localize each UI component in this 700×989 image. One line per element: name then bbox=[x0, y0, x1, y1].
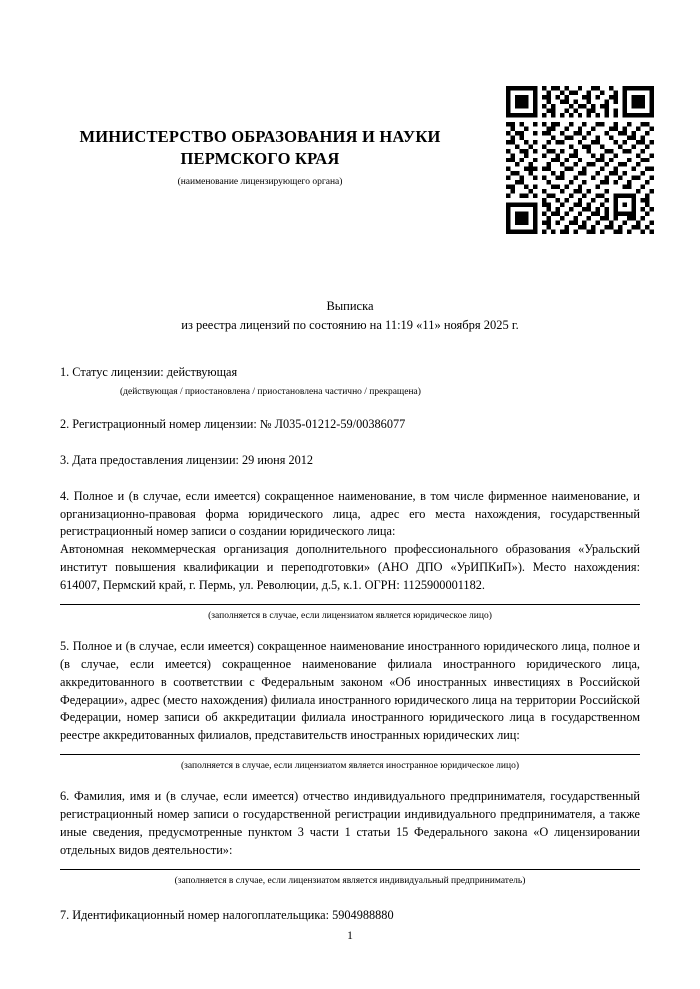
divider-item-4 bbox=[60, 604, 640, 605]
item-2-license-number: 2. Регистрационный номер лицензии: № Л035-01212-59/00386077 bbox=[60, 417, 406, 432]
document-header bbox=[30, 126, 490, 188]
item-1-hint: (действующая / приостановлена / приостановлена частично / прекращена) bbox=[120, 386, 421, 397]
item-5-foreign-entity-label: 5. Полное и (в случае, если имеется) сокращенное наименование иностранного юридического лица, полное и (в случае, если имеется) сокращенное наименование филиала иностранного юридического лица, аккредитованного в соответствии с Федеральным законом «Об иностранных инвестициях в Российской Федерации», адрес (место нахождения) филиала иностранного юридического лица на территории Российской Федерации, номер записи об аккредитации филиала иностранного юридического лица в государственном реестре аккредитованных филиалов, представительств иностранных юридических лиц: bbox=[60, 639, 640, 743]
item-3-license-date: 3. Дата предоставления лицензии: 29 июня 2012 bbox=[60, 453, 314, 467]
registry-status-line: из реестра лицензий по состоянию на 11:19 «11» ноября 2025 г. bbox=[181, 317, 519, 332]
item-6-hint: (заполняется в случае, если лицензиатом является индивидуальный предприниматель) bbox=[174, 875, 526, 886]
item-5-hint: (заполняется в случае, если лицензиатом является иностранное юридическое лицо) bbox=[181, 761, 519, 772]
item-1-license-status: 1. Статус лицензии: действующая bbox=[60, 365, 238, 379]
item-4-legal-entity-label: 4. Полное и (в случае, если имеется) сокращенное наименование, в том числе фирменное наименование, и организационно-правовая форма юридического лица, адрес его места нахождения, государственный регистрационный номер записи о создании юридического лица: bbox=[60, 488, 640, 539]
document-type-label: Выписка bbox=[326, 299, 374, 313]
page-title: МИНИСТЕРСТВО ОБРАЗОВАНИЯ И НАУКИ ПЕРМСКОГО КРАЯ bbox=[79, 127, 441, 169]
item-7-taxpayer-number: 7. Идентификационный номер налогоплательщика: 5904988880 bbox=[60, 908, 394, 923]
page-number: 1 bbox=[347, 930, 353, 942]
document-title-block bbox=[60, 297, 640, 335]
licensing-authority-caption: (наименование лицензирующего органа) bbox=[177, 176, 343, 187]
item-6-individual-entrepreneur-label: 6. Фамилия, имя и (в случае, если имеется) отчество индивидуального предпринимателя, государственный регистрационный номер записи о государственной регистрации индивидуального предпринимателя, а также иные сведения, предусмотренные пунктом 3 части 1 статьи 15 Федерального закона «О лицензировании отдельных видов деятельности»: bbox=[60, 789, 640, 857]
qr-code-icon bbox=[506, 86, 654, 234]
divider-item-5 bbox=[60, 754, 640, 755]
divider-item-6 bbox=[60, 869, 640, 870]
document-content bbox=[60, 364, 640, 925]
item-4-legal-entity-value: Автономная некоммерческая организация дополнительного профессионального образования «Уральский институт повышения квалификации и переподготовки» (АНО ДПО «УрИПКиП»). Место нахождения: 614007, Пермский край, г. Пермь, ул. Революции, д.5, к.1. ОГРН: 1125900001182. bbox=[60, 542, 640, 592]
item-4-hint: (заполняется в случае, если лицензиатом является юридическое лицо) bbox=[208, 610, 492, 621]
